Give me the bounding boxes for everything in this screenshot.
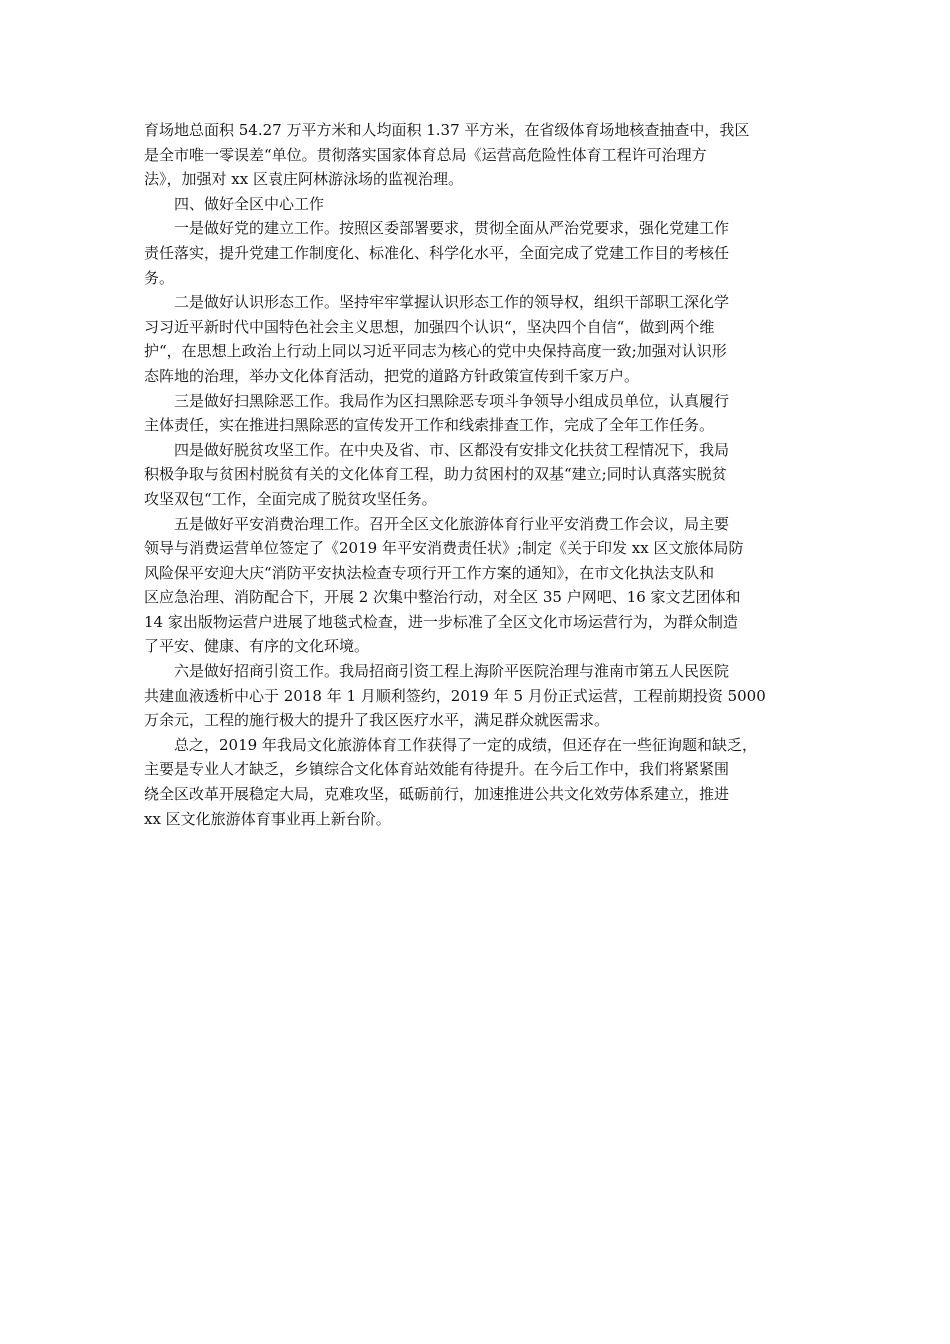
text-line: 积极争取与贫困村脱贫有关的文化体育工程，助力贫困村的双基“建立;同时认真落实脱贫 [144,465,727,484]
text-line: 主体责任，实在推进扫黑除恶的宣传发开工作和线索排查工作，完成了全年工作任务。 [144,416,715,435]
text-line: 攻坚双包“工作，全面完成了脱贫攻坚任务。 [144,489,437,508]
paragraph [144,389,808,438]
text-line: 二是做好认识形态工作。坚持牢牢掌握认识形态工作的领导权，组织干部职工深化学 [174,293,730,312]
document-body [144,118,808,831]
text-line: 了平安、健康、有序的文化环境。 [144,637,370,656]
paragraph [144,216,808,290]
text-line: 法》，加强对 xx 区袁庄阿林游泳场的监视治理。 [144,170,463,189]
text-line: 风险保平安迎大庆“消防平安执法检查专项行开工作方案的通知》，在市文化执法支队和 [144,563,715,582]
text-line: 务。 [144,268,175,287]
text-line: 态阵地的治理，举办文化体育活动，把党的道路方针政策宣传到千家万户。 [144,366,640,385]
text-line: 一是做好党的建立工作。按照区委部署要求，贯彻全面从严治党要求，强化党建工作 [174,219,730,238]
text-line: 区应急治理、消防配合下，开展 2 次集中整治行动，对全区 35 户网吧、16 家文艺团体和 [144,588,741,607]
text-line: 领导与消费运营单位签定了《2019 年平安消费责任状》;制定《关于印发 xx 区文旅体局防 [144,539,744,558]
text-line: 三是做好扫黑除恶工作。我局作为区扫黑除恶专项斗争领导小组成员单位，认真履行 [174,391,730,410]
text-line: 四、做好全区中心工作 [174,194,325,213]
text-line: 六是做好招商引资工作。我局招商引资工程上海阶平医院治理与淮南市第五人民医院 [174,662,730,681]
text-line: 共建血液透析中心于 2018 年 1 月顺利签约，2019 年 5 月份正式运营，工程前期投资 5000 [144,686,766,705]
text-line: 护“，在思想上政治上行动上同以习近平同志为核心的党中央保持高度一致;加强对认识形 [144,342,727,361]
text-line: 主要是专业人才缺乏，乡镇综合文化体育站效能有待提升。在今后工作中，我们将紧紧围 [144,760,730,779]
text-line: 五是做好平安消费治理工作。召开全区文化旅游体育行业平安消费工作会议，局主要 [174,514,730,533]
text-line: 育场地总面积 54.27 万平方米和人均面积 1.37 平方米，在省级体育场地核查抽查中，我区 [144,121,750,139]
text-line: 是全市唯一零误差“单位。贯彻落实国家体育总局《运营高危险性体育工程许可治理方 [144,145,707,164]
text-line: 14 家出版物运营户进展了地毯式检查，进一步标准了全区文化市场运营行为，为群众制造 [144,612,738,631]
paragraph [144,192,808,217]
text-line: 绕全区改革开展稳定大局，克难攻坚，砥砺前行，加速推进公共文化效劳体系建立，推进 [144,785,730,804]
text-line: 四是做好脱贫攻坚工作。在中央及省、市、区都没有安排文化扶贫工程情况下，我局 [174,440,730,459]
text-line: 万余元，工程的施行极大的提升了我区医疗水平，满足群众就医需求。 [144,711,610,730]
paragraph [144,733,808,831]
text-line: 责任落实，提升党建工作制度化、标准化、科学化水平，全面完成了党建工作目的考核任 [144,243,730,262]
text-line: 总之，2019 年我局文化旅游体育工作获得了一定的成绩，但还存在一些征询题和缺乏， [174,735,757,754]
text-line: 习习近平新时代中国特色社会主义思想，加强四个认识“，坚决四个自信“，做到两个维 [144,317,715,336]
text-line: xx 区文化旅游体育事业再上新台阶。 [144,809,391,828]
paragraph [144,438,808,512]
paragraph [144,659,808,733]
paragraph [144,290,808,388]
paragraph [144,512,808,660]
paragraph [144,118,808,192]
